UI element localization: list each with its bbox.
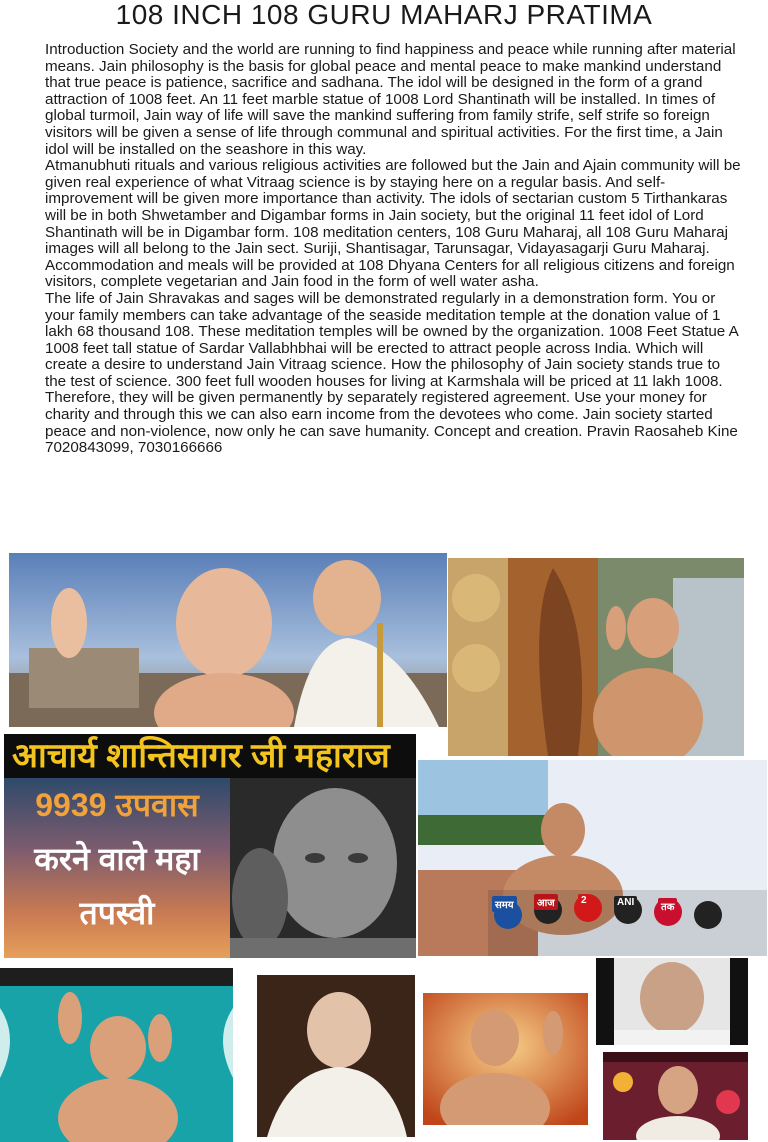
fasting-line-3: तपस्वी [79, 895, 155, 931]
photo-monk-with-flowers [603, 1052, 748, 1140]
mic-label-5: तक [658, 898, 677, 914]
paragraph-shravakas: The life of Jain Shravakas and sages will be demonstrated regularly in a demonstration form. You or your family members can take advantage of the seaside meditation temple at the donation value of 1 lakh 68 thousand 108. These meditation temples will be owned by the organization. 1008 Feet Statue A 1008 feet tall statue of Sardar Vallabhbhai will be erected to attract people across India. Which will create a desire to understand Jain Vitraag science. How the philosophy of Jain society stands true to the test of science. 300 feet full wooden houses for living at Karmshala will be priced at 11 lakh 1008. Therefore, they will be given permanently by separately registered agreement. Use your money for charity and through this we can also earn income from the devotees who come. Jain society started peace and non-violence, now only he can save humanity. Concept and creation. Pravin Raosaheb Kine 7020843099, 7030166666 [45, 289, 738, 457]
photo-two-monks-temple [9, 553, 447, 727]
fasting-line-2: करने वाले महा [34, 841, 200, 877]
photo-bw-elder-monk [230, 778, 416, 958]
mic-label-3: 2 [578, 894, 590, 907]
photo-monk-orange-glow [423, 993, 588, 1125]
fasting-line-1: 9939 उपवास [35, 787, 199, 823]
photo-waving-monk [448, 558, 744, 756]
mic-label-1: समय [492, 896, 517, 912]
mic-label-2: आज [534, 894, 558, 910]
paragraph-introduction: Introduction Society and the world are running to find happiness and peace while running after material means. Jain philosophy is the basis for global peace and mental peace to make mankind understand that true peace is patience, sacrifice and sadhana. The idol will be designed in the form of a grand attraction of 1008 feet. An 11 feet marble statue of 1008 Lord Shantinath will be installed. In times of global turmoil, Jain way of life will save the mankind suffering from family strife, self strife so foreign visitors will be given a sense of life through communal and spiritual activities. For the first time, a Jain idol will be installed on the seashore in this way. [45, 41, 736, 158]
banner-hindi-text: आचार्य शान्तिसागर जी महाराज [12, 737, 390, 775]
page-title: 108 INCH 108 GURU MAHARJ PRATIMA [115, 0, 653, 30]
photo-monk-blessing-teal [0, 968, 233, 1142]
photo-elderly-monk-portrait [596, 958, 748, 1045]
fasting-caption-panel [4, 778, 230, 958]
photo-monk-seated-dark [257, 975, 415, 1137]
photo-press-conference [418, 760, 767, 956]
acharya-shantisagar-banner [4, 734, 416, 778]
article-body [45, 42, 745, 457]
paragraph-atmanubhuti: Atmanubhuti rituals and various religious activities are followed but the Jain and Ajain community will be given real experience of what Vitraag science is by staying here on a regular basis. And self-improvement will be given more importance than activity. The idols of sectarian custom 5 Tirthankaras will be in both Shwetamber and Digambar forms in Jain society, but the original 11 feet idol of Lord Shantinath will be in Digambar form. 108 meditation centers, 108 Guru Maharaj, all 108 Guru Maharaj images will all belong to the Jain sect. Suriji, Shantisagar, Tarunsagar, Vidayasagarji Guru Maharaj. Accommodation and meals will be provided at 108 Dhyana Centers for all religious citizens and foreign visitors, complete vegetarian and Jain food in the form of well water asha. [45, 157, 741, 291]
mic-label-4: ANI [614, 896, 637, 909]
